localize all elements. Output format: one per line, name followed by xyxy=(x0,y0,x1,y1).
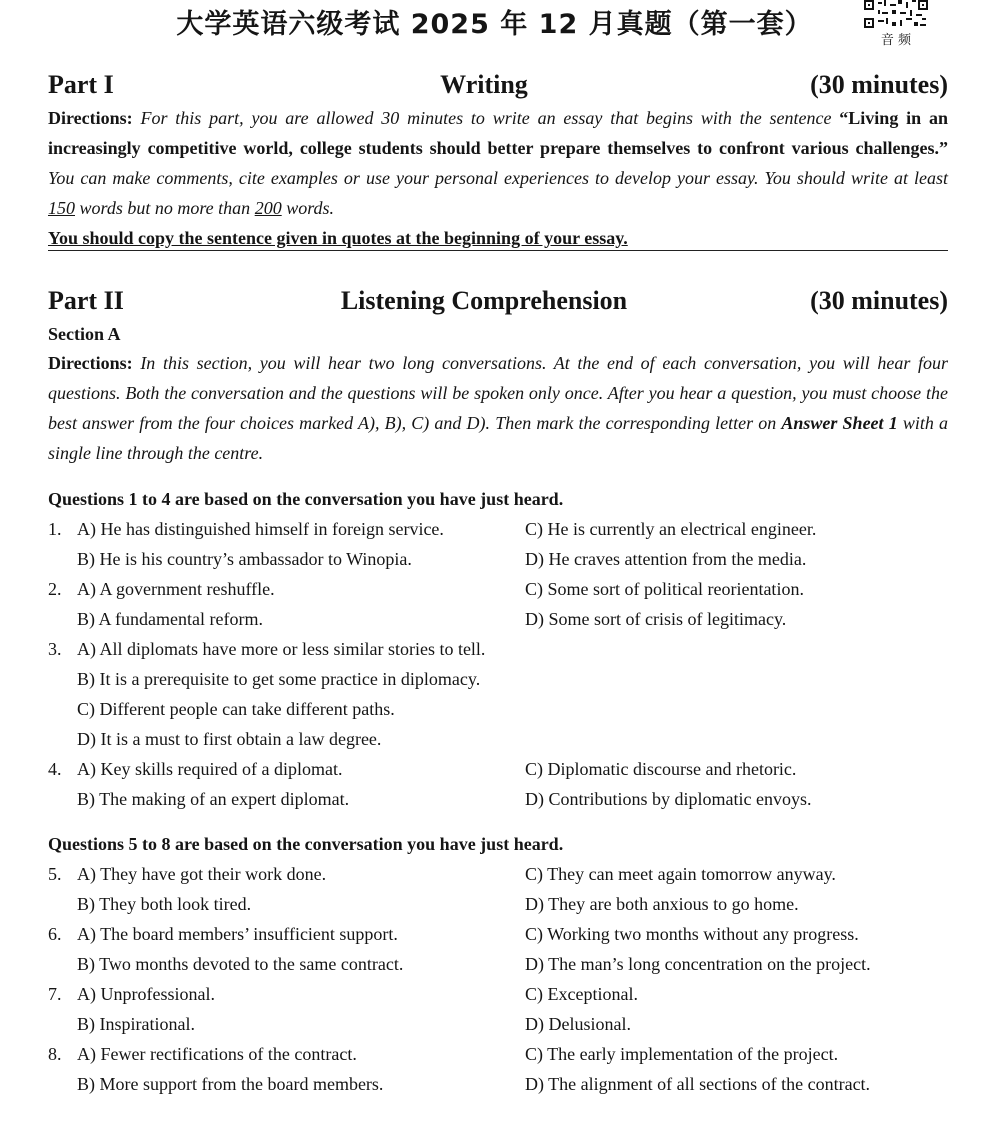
option-b[interactable]: B) It is a prerequisite to get some practice in diplomacy. xyxy=(77,669,481,689)
part1-directions xyxy=(48,103,948,253)
question-group-heading: Questions 5 to 8 are based on the conversation you have just heard. xyxy=(48,834,564,854)
option-b[interactable]: B) He is his country’s ambassador to Winopia. xyxy=(77,549,412,569)
option-c[interactable]: C) They can meet again tomorrow anyway. xyxy=(525,864,836,884)
page-title: 大学英语六级考试 2025 年 12 月真题（第一套） xyxy=(176,9,813,40)
directions-label: Directions: xyxy=(48,108,133,128)
directions-text: You can make comments, cite examples or use your personal experiences to develop your essay. You should write at least xyxy=(48,168,948,188)
section-a-label: Section A xyxy=(48,324,121,344)
qr-code-icon xyxy=(864,0,928,28)
directions-text: In this section, you will hear two long conversations. At the end of each conversation, you will hear four questions. Both the conversation and the questions will be spoken only once. After you hear a question, you must choose the best answer from the four choices marked A), B), C) and D). Then mark the corresponding letter on xyxy=(48,353,949,433)
option-d[interactable]: D) Contributions by diplomatic envoys. xyxy=(525,789,812,809)
option-c[interactable]: C) Diplomatic discourse and rhetoric. xyxy=(525,759,797,779)
option-d[interactable]: D) They are both anxious to go home. xyxy=(525,894,799,914)
option-c[interactable]: C) Some sort of political reorientation. xyxy=(525,579,804,599)
question-number: 4. xyxy=(48,759,62,779)
option-d[interactable]: D) The man’s long concentration on the project. xyxy=(525,954,871,974)
part1-header xyxy=(48,70,948,100)
essay-quote: “Living in an increasingly competitive world, college students should better prepare themselves to confront various challenges.” xyxy=(48,108,948,158)
option-c[interactable]: C) Different people can take different paths. xyxy=(77,699,395,719)
option-c[interactable]: C) Exceptional. xyxy=(525,984,638,1004)
answer-sheet-label: Answer Sheet 1 xyxy=(781,413,898,433)
part1-label: Part I xyxy=(48,70,114,99)
option-b[interactable]: B) Inspirational. xyxy=(77,1014,195,1034)
option-a[interactable]: A) Key skills required of a diplomat. xyxy=(77,759,343,779)
max-words: 200 xyxy=(254,198,282,218)
part1-name: Writing xyxy=(440,70,528,99)
min-words: 150 xyxy=(48,198,75,218)
directions-text: with a single line through the centre. xyxy=(48,413,949,463)
part2-label: Part II xyxy=(48,286,124,315)
question-group-heading: Questions 1 to 4 are based on the conversation you have just heard. xyxy=(48,489,564,509)
option-b[interactable]: B) More support from the board members. xyxy=(77,1074,384,1094)
question-number: 8. xyxy=(48,1044,62,1064)
part2-time: (30 minutes) xyxy=(810,286,948,315)
option-c[interactable]: C) The early implementation of the project. xyxy=(525,1044,839,1064)
option-a[interactable]: A) Unprofessional. xyxy=(77,984,215,1004)
question-number: 6. xyxy=(48,924,62,944)
option-b[interactable]: B) The making of an expert diplomat. xyxy=(77,789,350,809)
part2-directions xyxy=(48,348,948,468)
option-a[interactable]: A) They have got their work done. xyxy=(77,864,327,884)
directions-label: Directions: xyxy=(48,353,133,373)
part2-header xyxy=(48,286,948,316)
question-number: 2. xyxy=(48,579,62,599)
question-number: 3. xyxy=(48,639,62,659)
option-c[interactable]: C) Working two months without any progress. xyxy=(525,924,859,944)
option-c[interactable]: C) He is currently an electrical engineer. xyxy=(525,519,817,539)
qr-code[interactable] xyxy=(860,0,932,48)
divider xyxy=(48,250,948,251)
option-a[interactable]: A) Fewer rectifications of the contract. xyxy=(77,1044,357,1064)
option-a[interactable]: A) He has distinguished himself in foreign service. xyxy=(77,519,444,539)
part1-time: (30 minutes) xyxy=(810,70,948,99)
option-a[interactable]: A) A government reshuffle. xyxy=(77,579,275,599)
directions-text: words but no more than xyxy=(79,198,251,218)
option-b[interactable]: B) Two months devoted to the same contract. xyxy=(77,954,404,974)
question-number: 7. xyxy=(48,984,62,1004)
option-d[interactable]: D) Some sort of crisis of legitimacy. xyxy=(525,609,787,629)
option-a[interactable]: A) All diplomats have more or less similar stories to tell. xyxy=(77,639,486,659)
essay-note: You should copy the sentence given in quotes at the beginning of your essay. xyxy=(48,228,628,248)
option-b[interactable]: B) A fundamental reform. xyxy=(77,609,263,629)
option-d[interactable]: D) It is a must to first obtain a law degree. xyxy=(77,729,382,749)
question-number: 5. xyxy=(48,864,62,884)
question-number: 1. xyxy=(48,519,62,539)
option-d[interactable]: D) He craves attention from the media. xyxy=(525,549,807,569)
option-d[interactable]: D) The alignment of all sections of the contract. xyxy=(525,1074,871,1094)
option-a[interactable]: A) The board members’ insufficient support. xyxy=(77,924,398,944)
option-d[interactable]: D) Delusional. xyxy=(525,1014,631,1034)
part2-name: Listening Comprehension xyxy=(340,286,628,315)
directions-text: words. xyxy=(286,198,335,218)
option-b[interactable]: B) They both look tired. xyxy=(77,894,252,914)
qr-label: 音 频 xyxy=(880,33,912,48)
directions-text: For this part, you are allowed 30 minutes to write an essay that begins with the sentence xyxy=(140,108,832,128)
